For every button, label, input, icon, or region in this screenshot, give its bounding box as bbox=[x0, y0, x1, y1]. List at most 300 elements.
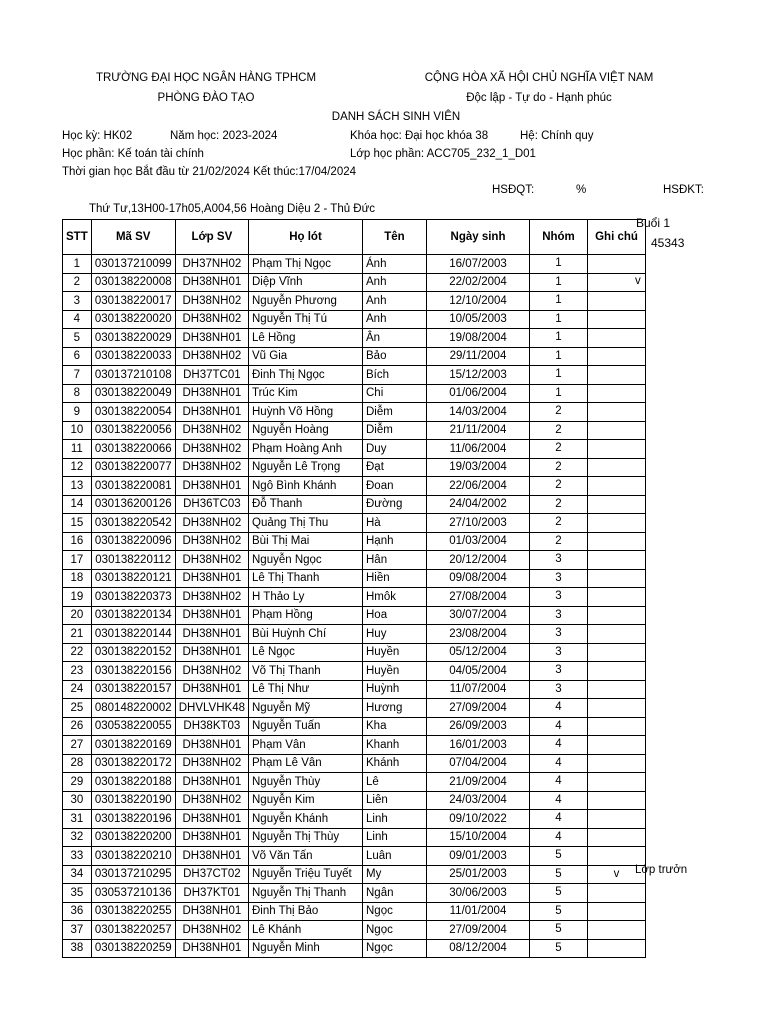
cell-surname: Nguyễn Kim bbox=[249, 791, 363, 810]
cell-stt: 5 bbox=[63, 329, 92, 348]
cell-group: 1 bbox=[530, 310, 588, 329]
cell-group: 1 bbox=[530, 255, 588, 274]
hsdkt-label: HSĐKT: bbox=[663, 184, 704, 196]
cell-group: 2 bbox=[530, 403, 588, 422]
cell-note bbox=[588, 366, 646, 385]
cell-class: DH38NH01 bbox=[175, 847, 248, 866]
cell-stt: 17 bbox=[63, 551, 92, 570]
cell-surname: Phạm Thị Ngọc bbox=[249, 255, 363, 274]
cell-group: 1 bbox=[530, 273, 588, 292]
table-row bbox=[63, 273, 646, 292]
country-name: CỘNG HÒA XÃ HỘI CHỦ NGHĨA VIỆT NAM bbox=[424, 72, 654, 84]
table-row bbox=[63, 773, 646, 792]
cell-student-id: 030138220190 bbox=[91, 791, 175, 810]
cell-birthdate: 01/06/2004 bbox=[427, 384, 530, 403]
cell-birthdate: 15/10/2004 bbox=[427, 828, 530, 847]
cell-birthdate: 08/12/2004 bbox=[427, 939, 530, 958]
cell-group: 5 bbox=[530, 921, 588, 940]
table-row bbox=[63, 939, 646, 958]
cell-stt: 8 bbox=[63, 384, 92, 403]
cell-surname: Bùi Thị Mai bbox=[249, 532, 363, 551]
cell-student-id: 030138220172 bbox=[91, 754, 175, 773]
cell-class: DH38NH02 bbox=[175, 421, 248, 440]
cell-note bbox=[588, 495, 646, 514]
cell-note bbox=[588, 754, 646, 773]
cell-group: 5 bbox=[530, 884, 588, 903]
cell-stt: 31 bbox=[63, 810, 92, 829]
cell-class: DH38NH01 bbox=[175, 828, 248, 847]
cell-group: 1 bbox=[530, 292, 588, 311]
cell-birthdate: 09/10/2022 bbox=[427, 810, 530, 829]
cell-student-id: 030138220196 bbox=[91, 810, 175, 829]
cell-given-name: Hiền bbox=[363, 569, 427, 588]
cell-class: DH38NH01 bbox=[175, 736, 248, 755]
table-row bbox=[63, 384, 646, 403]
cell-class: DH38NH02 bbox=[175, 791, 248, 810]
table-row bbox=[63, 699, 646, 718]
cell-birthdate: 24/04/2002 bbox=[427, 495, 530, 514]
col-header-given-name: Tên bbox=[363, 220, 427, 255]
cell-stt: 38 bbox=[63, 939, 92, 958]
cell-group: 5 bbox=[530, 847, 588, 866]
cell-surname: Diệp Vĩnh bbox=[249, 273, 363, 292]
cell-group: 4 bbox=[530, 717, 588, 736]
cell-birthdate: 11/01/2004 bbox=[427, 902, 530, 921]
national-motto: Độc lập - Tự do - Hạnh phúc bbox=[466, 92, 612, 104]
cell-student-id: 030138220255 bbox=[91, 902, 175, 921]
cell-group: 2 bbox=[530, 477, 588, 496]
cell-given-name: Ánh bbox=[363, 255, 427, 274]
table-row bbox=[63, 717, 646, 736]
class-code-label: Lớp học phần: ACC705_232_1_D01 bbox=[350, 148, 536, 160]
cell-class: DH37KT01 bbox=[175, 884, 248, 903]
cell-stt: 28 bbox=[63, 754, 92, 773]
cell-note bbox=[588, 403, 646, 422]
cell-class: DH38NH01 bbox=[175, 606, 248, 625]
cell-given-name: Bảo bbox=[363, 347, 427, 366]
cell-birthdate: 11/07/2004 bbox=[427, 680, 530, 699]
cell-class: DH38NH01 bbox=[175, 939, 248, 958]
cell-student-id: 030138220259 bbox=[91, 939, 175, 958]
cell-given-name: Luân bbox=[363, 847, 427, 866]
cell-surname: Đinh Thị Bảo bbox=[249, 902, 363, 921]
cell-class: DH36TC03 bbox=[175, 495, 248, 514]
table-row bbox=[63, 680, 646, 699]
cell-birthdate: 19/03/2004 bbox=[427, 458, 530, 477]
university-name: TRƯỜNG ĐẠI HỌC NGÂN HÀNG TPHCM bbox=[95, 72, 317, 84]
cell-group: 1 bbox=[530, 366, 588, 385]
cell-stt: 21 bbox=[63, 625, 92, 644]
cell-note bbox=[588, 902, 646, 921]
cell-group: 3 bbox=[530, 643, 588, 662]
cell-given-name: Diễm bbox=[363, 403, 427, 422]
cell-note bbox=[588, 421, 646, 440]
cell-stt: 14 bbox=[63, 495, 92, 514]
cell-group: 1 bbox=[530, 384, 588, 403]
cell-birthdate: 19/08/2004 bbox=[427, 329, 530, 348]
cell-class: DH38NH02 bbox=[175, 310, 248, 329]
table-row bbox=[63, 754, 646, 773]
cell-birthdate: 20/12/2004 bbox=[427, 551, 530, 570]
cell-given-name: Ngân bbox=[363, 884, 427, 903]
cell-stt: 37 bbox=[63, 921, 92, 940]
cell-given-name: Đoan bbox=[363, 477, 427, 496]
table-row bbox=[63, 828, 646, 847]
cell-student-id: 030138220054 bbox=[91, 403, 175, 422]
table-row bbox=[63, 551, 646, 570]
cell-given-name: Ngọc bbox=[363, 921, 427, 940]
table-row bbox=[63, 625, 646, 644]
table-row bbox=[63, 495, 646, 514]
cell-note bbox=[588, 329, 646, 348]
cell-given-name: Anh bbox=[363, 292, 427, 311]
cell-note bbox=[588, 477, 646, 496]
cell-group: 3 bbox=[530, 588, 588, 607]
col-header-note: Ghi chú bbox=[588, 220, 646, 255]
cell-group: 4 bbox=[530, 791, 588, 810]
cell-given-name: Hà bbox=[363, 514, 427, 533]
cell-group: 4 bbox=[530, 828, 588, 847]
cell-note bbox=[588, 680, 646, 699]
cell-student-id: 030138220081 bbox=[91, 477, 175, 496]
cell-given-name: Hmôk bbox=[363, 588, 427, 607]
cell-class: DH38NH02 bbox=[175, 458, 248, 477]
cell-birthdate: 22/02/2004 bbox=[427, 273, 530, 292]
table-row bbox=[63, 514, 646, 533]
cell-class: DH38NH02 bbox=[175, 754, 248, 773]
cell-class: DH38NH01 bbox=[175, 403, 248, 422]
cell-note bbox=[588, 921, 646, 940]
cell-class: DH38NH02 bbox=[175, 662, 248, 681]
cell-surname: Nguyễn Thị Thanh bbox=[249, 884, 363, 903]
cell-stt: 18 bbox=[63, 569, 92, 588]
cell-student-id: 030138220020 bbox=[91, 310, 175, 329]
cell-surname: Quảng Thị Thu bbox=[249, 514, 363, 533]
cell-surname: Đinh Thị Ngọc bbox=[249, 366, 363, 385]
cell-group: 2 bbox=[530, 421, 588, 440]
cell-birthdate: 11/06/2004 bbox=[427, 440, 530, 459]
schedule-label: Thứ Tư,13H00-17h05,A004,56 Hoàng Diệu 2 - Thủ Đức bbox=[89, 203, 376, 215]
cell-surname: Phạm Lê Vân bbox=[249, 754, 363, 773]
cell-stt: 30 bbox=[63, 791, 92, 810]
cell-birthdate: 22/06/2004 bbox=[427, 477, 530, 496]
cell-surname: Phạm Hồng bbox=[249, 606, 363, 625]
cell-surname: Võ Văn Tấn bbox=[249, 847, 363, 866]
cell-birthdate: 29/11/2004 bbox=[427, 347, 530, 366]
table-row bbox=[63, 791, 646, 810]
cell-given-name: Huy bbox=[363, 625, 427, 644]
cell-class: DH38NH01 bbox=[175, 569, 248, 588]
table-row bbox=[63, 884, 646, 903]
cell-birthdate: 09/08/2004 bbox=[427, 569, 530, 588]
cell-student-id: 030138220017 bbox=[91, 292, 175, 311]
cell-student-id: 030138220112 bbox=[91, 551, 175, 570]
cell-student-id: 030138220373 bbox=[91, 588, 175, 607]
table-row bbox=[63, 662, 646, 681]
cell-student-id: 030138220029 bbox=[91, 329, 175, 348]
cell-birthdate: 26/09/2003 bbox=[427, 717, 530, 736]
cell-class: DH38NH01 bbox=[175, 810, 248, 829]
cell-surname: Nguyễn Phương bbox=[249, 292, 363, 311]
cell-class: DH37TC01 bbox=[175, 366, 248, 385]
cell-stt: 27 bbox=[63, 736, 92, 755]
cell-given-name: Anh bbox=[363, 310, 427, 329]
cell-surname: Trúc Kim bbox=[249, 384, 363, 403]
cell-student-id: 030138220056 bbox=[91, 421, 175, 440]
table-row bbox=[63, 532, 646, 551]
cell-group: 3 bbox=[530, 551, 588, 570]
cell-note bbox=[588, 440, 646, 459]
course-label: Học phần: Kế toán tài chính bbox=[62, 148, 204, 160]
cell-class: DH38NH01 bbox=[175, 273, 248, 292]
cell-birthdate: 10/05/2003 bbox=[427, 310, 530, 329]
cell-student-id: 080148220002 bbox=[91, 699, 175, 718]
hsdqt-label: HSĐQT: bbox=[492, 184, 535, 196]
cell-birthdate: 15/12/2003 bbox=[427, 366, 530, 385]
cell-student-id: 030538220055 bbox=[91, 717, 175, 736]
row-34-side-mark: Lớp trưởn bbox=[635, 864, 688, 876]
cell-class: DH38NH02 bbox=[175, 292, 248, 311]
cell-student-id: 030138220542 bbox=[91, 514, 175, 533]
cell-note bbox=[588, 773, 646, 792]
cell-given-name: Linh bbox=[363, 810, 427, 829]
cell-note bbox=[588, 347, 646, 366]
cell-group: 3 bbox=[530, 606, 588, 625]
cell-surname: Ngô Bình Khánh bbox=[249, 477, 363, 496]
cell-note bbox=[588, 810, 646, 829]
cell-stt: 10 bbox=[63, 421, 92, 440]
cell-stt: 29 bbox=[63, 773, 92, 792]
study-period-label: Thời gian học Bắt đầu từ 21/02/2024 Kết thúc:17/04/2024 bbox=[62, 166, 357, 178]
table-row bbox=[63, 902, 646, 921]
cell-surname: Võ Thị Thanh bbox=[249, 662, 363, 681]
cell-surname: Nguyễn Thùy bbox=[249, 773, 363, 792]
cell-stt: 3 bbox=[63, 292, 92, 311]
cell-given-name: Huyền bbox=[363, 643, 427, 662]
cell-student-id: 030138220200 bbox=[91, 828, 175, 847]
table-row bbox=[63, 347, 646, 366]
col-header-stt: STT bbox=[63, 220, 92, 255]
cell-stt: 2 bbox=[63, 273, 92, 292]
cell-group: 3 bbox=[530, 662, 588, 681]
cell-birthdate: 21/11/2004 bbox=[427, 421, 530, 440]
cell-stt: 7 bbox=[63, 366, 92, 385]
cell-given-name: Kha bbox=[363, 717, 427, 736]
cell-birthdate: 27/08/2004 bbox=[427, 588, 530, 607]
cell-note bbox=[588, 310, 646, 329]
cell-group: 2 bbox=[530, 514, 588, 533]
cell-student-id: 030138220144 bbox=[91, 625, 175, 644]
cell-surname: Lê Ngọc bbox=[249, 643, 363, 662]
cell-note bbox=[588, 736, 646, 755]
cell-birthdate: 27/09/2004 bbox=[427, 921, 530, 940]
cell-group: 2 bbox=[530, 440, 588, 459]
cell-group: 2 bbox=[530, 532, 588, 551]
cell-class: DH38NH01 bbox=[175, 625, 248, 644]
cell-given-name: Hoa bbox=[363, 606, 427, 625]
table-row bbox=[63, 310, 646, 329]
cell-stt: 26 bbox=[63, 717, 92, 736]
percent-label: % bbox=[576, 184, 587, 196]
cell-group: 4 bbox=[530, 699, 588, 718]
cell-surname: Phạm Hoàng Anh bbox=[249, 440, 363, 459]
cell-note bbox=[588, 884, 646, 903]
cell-student-id: 030137210108 bbox=[91, 366, 175, 385]
cell-surname: Nguyễn Mỹ bbox=[249, 699, 363, 718]
table-row bbox=[63, 736, 646, 755]
table-row bbox=[63, 329, 646, 348]
cell-birthdate: 30/06/2003 bbox=[427, 884, 530, 903]
cell-stt: 22 bbox=[63, 643, 92, 662]
cell-group: 3 bbox=[530, 625, 588, 644]
cell-given-name: Huyền bbox=[363, 662, 427, 681]
cell-birthdate: 01/03/2004 bbox=[427, 532, 530, 551]
cell-class: DH38NH01 bbox=[175, 643, 248, 662]
cell-surname: Nguyễn Thị Thùy bbox=[249, 828, 363, 847]
cell-stt: 6 bbox=[63, 347, 92, 366]
cell-given-name: Ngọc bbox=[363, 939, 427, 958]
cell-surname: Nguyễn Thị Tú bbox=[249, 310, 363, 329]
cell-group: 3 bbox=[530, 569, 588, 588]
cell-surname: Lê Thị Thanh bbox=[249, 569, 363, 588]
cell-student-id: 030138220156 bbox=[91, 662, 175, 681]
row-2-side-mark: v bbox=[635, 275, 641, 287]
cell-given-name: Đường bbox=[363, 495, 427, 514]
cell-given-name: My bbox=[363, 865, 427, 884]
system-label: Hệ: Chính quy bbox=[520, 130, 594, 142]
cell-class: DH38NH01 bbox=[175, 902, 248, 921]
table-row bbox=[63, 403, 646, 422]
cell-group: 4 bbox=[530, 754, 588, 773]
cell-class: DH38NH01 bbox=[175, 329, 248, 348]
table-row bbox=[63, 865, 646, 884]
cell-stt: 24 bbox=[63, 680, 92, 699]
cell-student-id: 030138220210 bbox=[91, 847, 175, 866]
cell-note bbox=[588, 255, 646, 274]
cell-surname: Nguyễn Khánh bbox=[249, 810, 363, 829]
table-row bbox=[63, 292, 646, 311]
cell-group: 5 bbox=[530, 939, 588, 958]
cell-student-id: 030138220257 bbox=[91, 921, 175, 940]
cell-surname: Vũ Gia bbox=[249, 347, 363, 366]
cell-birthdate: 27/10/2003 bbox=[427, 514, 530, 533]
cell-given-name: Huỳnh bbox=[363, 680, 427, 699]
cell-stt: 34 bbox=[63, 865, 92, 884]
semester-label: Học kỳ: HK02 bbox=[62, 130, 133, 142]
cell-note bbox=[588, 791, 646, 810]
col-header-group: Nhóm bbox=[530, 220, 588, 255]
cell-group: 4 bbox=[530, 773, 588, 792]
session-code: 45343 bbox=[651, 236, 685, 250]
cell-note bbox=[588, 292, 646, 311]
cell-surname: Huỳnh Võ Hồng bbox=[249, 403, 363, 422]
cell-note bbox=[588, 939, 646, 958]
document-title: DANH SÁCH SINH VIÊN bbox=[331, 111, 461, 123]
col-header-birthdate: Ngày sinh bbox=[427, 220, 530, 255]
cell-note bbox=[588, 828, 646, 847]
cell-note bbox=[588, 458, 646, 477]
cell-class: DH38NH01 bbox=[175, 384, 248, 403]
cell-class: DH38NH02 bbox=[175, 514, 248, 533]
cell-surname: H Thảo Ly bbox=[249, 588, 363, 607]
table-row bbox=[63, 477, 646, 496]
cell-stt: 1 bbox=[63, 255, 92, 274]
cell-class: DH38NH02 bbox=[175, 921, 248, 940]
cell-student-id: 030138220121 bbox=[91, 569, 175, 588]
department-name: PHÒNG ĐÀO TẠO bbox=[157, 92, 255, 104]
cell-group: 5 bbox=[530, 865, 588, 884]
cell-surname: Lê Hồng bbox=[249, 329, 363, 348]
table-row bbox=[63, 810, 646, 829]
cell-surname: Lê Thị Như bbox=[249, 680, 363, 699]
cell-given-name: Chi bbox=[363, 384, 427, 403]
cell-student-id: 030138220077 bbox=[91, 458, 175, 477]
table-header-row bbox=[63, 220, 646, 255]
cell-class: DH38NH02 bbox=[175, 440, 248, 459]
cell-student-id: 030537210136 bbox=[91, 884, 175, 903]
cell-student-id: 030138220169 bbox=[91, 736, 175, 755]
cell-given-name: Khánh bbox=[363, 754, 427, 773]
cell-surname: Phạm Vân bbox=[249, 736, 363, 755]
cohort-label: Khóa học: Đại học khóa 38 bbox=[350, 130, 489, 142]
table-row bbox=[63, 366, 646, 385]
cell-given-name: Hạnh bbox=[363, 532, 427, 551]
cell-student-id: 030138220008 bbox=[91, 273, 175, 292]
cell-birthdate: 16/01/2003 bbox=[427, 736, 530, 755]
cell-group: 4 bbox=[530, 736, 588, 755]
cell-student-id: 030138220049 bbox=[91, 384, 175, 403]
cell-group: 3 bbox=[530, 680, 588, 699]
cell-student-id: 030138220134 bbox=[91, 606, 175, 625]
cell-note bbox=[588, 551, 646, 570]
cell-student-id: 030138220033 bbox=[91, 347, 175, 366]
cell-given-name: Liên bbox=[363, 791, 427, 810]
cell-student-id: 030138220066 bbox=[91, 440, 175, 459]
cell-stt: 4 bbox=[63, 310, 92, 329]
cell-note bbox=[588, 662, 646, 681]
cell-class: DH38NH01 bbox=[175, 680, 248, 699]
academic-year-label: Năm học: 2023-2024 bbox=[170, 130, 278, 142]
table-row bbox=[63, 643, 646, 662]
cell-group: 5 bbox=[530, 902, 588, 921]
cell-student-id: 030138220096 bbox=[91, 532, 175, 551]
cell-birthdate: 30/07/2004 bbox=[427, 606, 530, 625]
cell-birthdate: 09/01/2003 bbox=[427, 847, 530, 866]
cell-given-name: Bích bbox=[363, 366, 427, 385]
cell-surname: Nguyễn Lê Trọng bbox=[249, 458, 363, 477]
cell-group: 1 bbox=[530, 329, 588, 348]
cell-stt: 25 bbox=[63, 699, 92, 718]
cell-stt: 11 bbox=[63, 440, 92, 459]
table-body bbox=[63, 255, 646, 958]
col-header-surname: Họ lót bbox=[249, 220, 363, 255]
cell-group: 4 bbox=[530, 810, 588, 829]
cell-class: DH38NH01 bbox=[175, 477, 248, 496]
cell-stt: 23 bbox=[63, 662, 92, 681]
cell-class: DH38NH01 bbox=[175, 773, 248, 792]
cell-stt: 35 bbox=[63, 884, 92, 903]
col-header-class: Lớp SV bbox=[175, 220, 248, 255]
cell-stt: 16 bbox=[63, 532, 92, 551]
cell-birthdate: 21/09/2004 bbox=[427, 773, 530, 792]
cell-surname: Nguyễn Hoàng bbox=[249, 421, 363, 440]
cell-note bbox=[588, 606, 646, 625]
table-row bbox=[63, 440, 646, 459]
cell-note bbox=[588, 643, 646, 662]
col-header-student-id: Mã SV bbox=[91, 220, 175, 255]
cell-class: DH37NH02 bbox=[175, 255, 248, 274]
cell-class: DH38NH02 bbox=[175, 551, 248, 570]
